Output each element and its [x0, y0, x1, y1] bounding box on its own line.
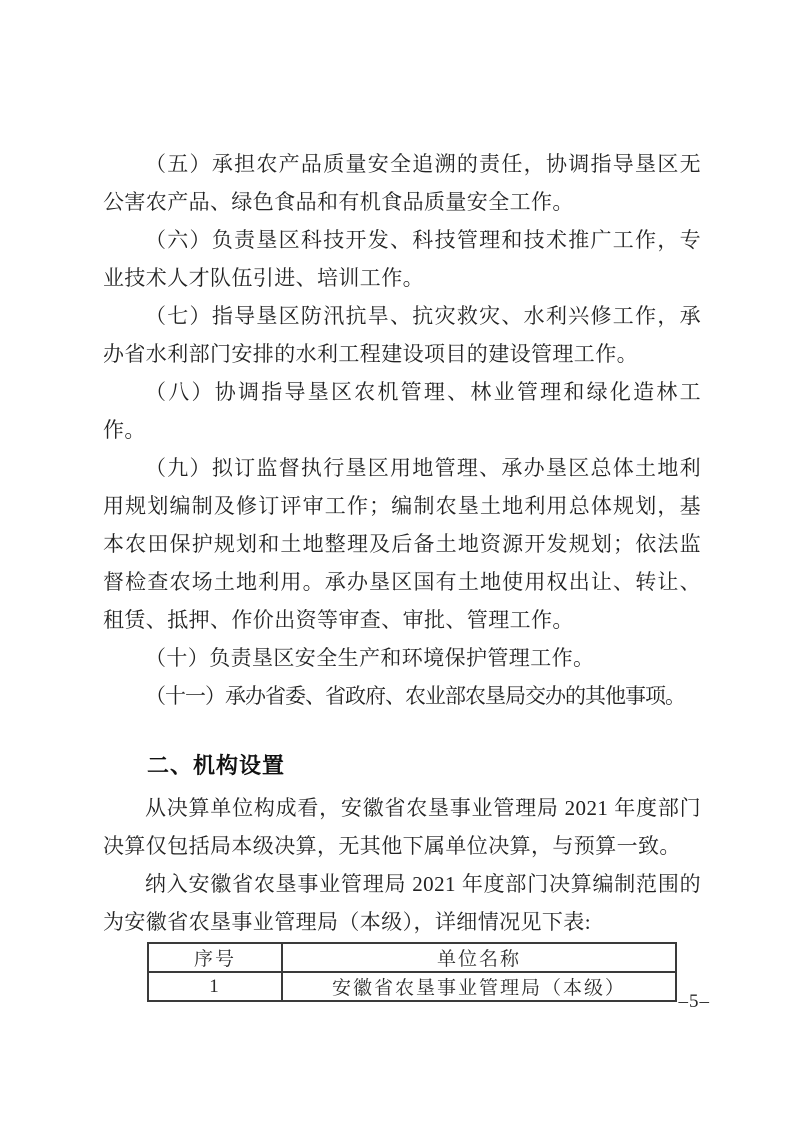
duty-paragraph-10: （十）负责垦区安全生产和环境保护管理工作。: [145, 646, 595, 670]
duty-paragraph-8: （八）协调指导垦区农机管理、林业管理和绿化造林工作。: [103, 380, 701, 442]
duty-paragraph-6: （六）负责垦区科技开发、科技管理和技术推广工作，专业技术人才队伍引进、培训工作。: [103, 228, 701, 290]
table-header-unit-name: 单位名称: [282, 943, 676, 972]
duty-paragraph-5: （五）承担农产品质量安全追溯的责任，协调指导垦区无公害农产品、绿色食品和有机食品质量安全工作。: [103, 152, 701, 214]
table-header-row: [148, 943, 676, 972]
table-header-seq: 序号: [148, 943, 282, 972]
units-table-body: [148, 972, 676, 1001]
units-table: [147, 942, 677, 1002]
units-table-header: [148, 943, 676, 972]
section-heading-org-setup: 二、机构设置: [147, 753, 286, 778]
document-content: [103, 145, 701, 1002]
page-number: –5–: [678, 991, 710, 1012]
table-cell-seq: 1: [148, 972, 282, 1001]
table-row: [148, 972, 676, 1001]
body-paragraph-accounts-scope: 纳入安徽省农垦事业管理局 2021 年度部门决算编制范围的为安徽省农垦事业管理局（本级），详细情况见下表:: [103, 872, 701, 934]
duty-paragraph-11: （十一）承办省委、省政府、农业部农垦局交办的其他事项。: [145, 684, 685, 708]
body-paragraph-accounts-composition: 从决算单位构成看，安徽省农垦事业管理局 2021 年度部门决算仅包括局本级决算，无其他下属单位决算，与预算一致。: [103, 796, 701, 858]
duty-paragraph-7: （七）指导垦区防汛抗旱、抗灾救灾、水利兴修工作，承办省水利部门安排的水利工程建设项目的建设管理工作。: [103, 304, 701, 366]
duty-paragraph-9: （九）拟订监督执行垦区用地管理、承办垦区总体土地利用规划编制及修订评审工作；编制农垦土地利用总体规划，基本农田保护规划和土地整理及后备土地资源开发规划；依法监督检查农场土地利用。承办垦区国有土地使用权出让、转让、租赁、抵押、作价出资等审查、审批、管理工作。: [103, 456, 701, 632]
table-cell-unit-name: 安徽省农垦事业管理局（本级）: [282, 972, 676, 1001]
